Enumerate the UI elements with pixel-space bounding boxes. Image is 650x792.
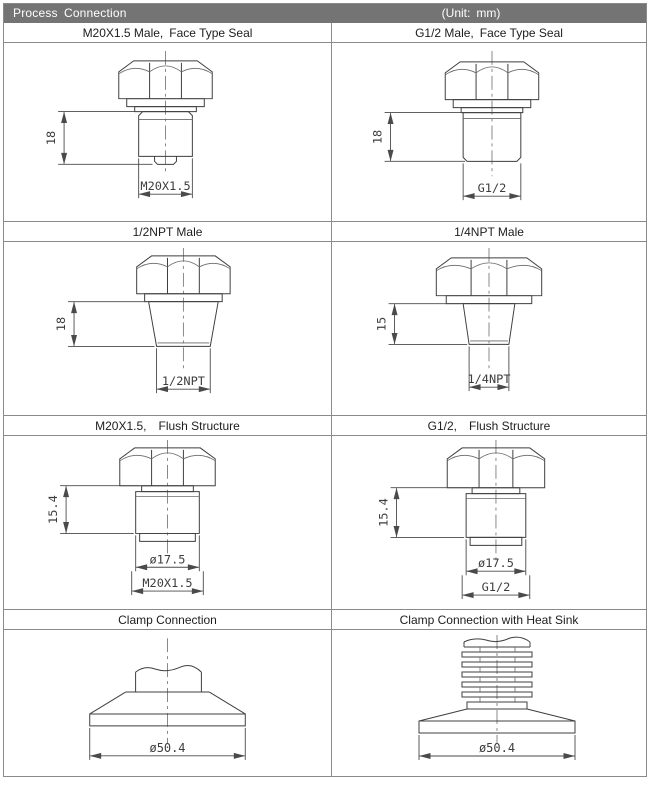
drawing-12npt-male [4,242,331,415]
cell-title-g12-face-seal: G1/2 Male, Face Type Seal [332,23,646,43]
dimension-height [44,112,152,165]
dimension-label: 15 [374,316,389,332]
drawing-cell-g12-face-seal [332,43,646,222]
dimension-label: 18 [44,130,59,146]
drawing-g12-flush [332,436,646,609]
dimension-label: G1/2 [477,181,507,196]
dimension-thread [132,571,204,595]
cell-title-12npt: 1/2NPT Male [4,222,332,242]
dimension-label: 18 [370,129,385,145]
cell-title-clamp: Clamp Connection [4,610,332,630]
dimension-label: M20X1.5 [140,179,191,194]
drawing-cell-m20-flush [4,436,332,610]
table-header-bar [4,4,646,23]
table-title: Process Connection [13,6,127,20]
unit-label: (Unit: mm) [441,6,501,20]
drawing-clamp-connection [4,630,331,776]
dimension-label: 18 [54,316,69,332]
dimension-height [46,486,140,534]
dimension-height [371,113,466,162]
drawing-cell-clamp [4,630,332,776]
cell-title-14npt: 1/4NPT Male [332,222,646,242]
dimension-label: ø17.5 [478,556,514,571]
dimension-label: 15.4 [376,498,391,527]
drawing-cell-g12-flush [332,436,646,610]
drawing-clamp-heatsink [332,630,646,776]
cell-title-clamp-heatsink: Clamp Connection with Heat Sink [332,610,646,630]
dimension-label: 1/4NPT [467,372,511,387]
cell-title-m20-flush: M20X1.5, Flush Structure [4,416,332,436]
dimension-label: ø17.5 [149,552,186,567]
drawing-g12-face-seal [332,43,646,221]
process-connection-table [3,3,647,777]
dimension-height [54,302,154,347]
drawing-m20x15-flush [4,436,331,609]
drawing-cell-m20-face-seal [4,43,332,222]
dimension-label: ø50.4 [149,740,186,755]
dimension-thread [462,575,530,599]
cell-title-m20-face-seal: M20X1.5 Male, Face Type Seal [4,23,332,43]
drawing-cell-12npt [4,242,332,416]
dimension-height [377,488,471,538]
drawing-14npt-male [332,242,646,415]
drawing-cell-clamp-heatsink [332,630,646,776]
dimension-label: 15.4 [46,495,61,524]
drawing-cell-14npt [332,242,646,416]
tube-break [136,665,202,692]
dimension-label: 1/2NPT [161,374,205,389]
dimension-label: M20X1.5 [142,576,193,591]
dimension-label: G1/2 [481,580,511,595]
dimension-label: ø50.4 [478,741,516,755]
dimension-height [375,304,468,345]
cell-title-g12-flush: G1/2, Flush Structure [332,416,646,436]
drawing-m20x15-face-seal [4,43,331,221]
